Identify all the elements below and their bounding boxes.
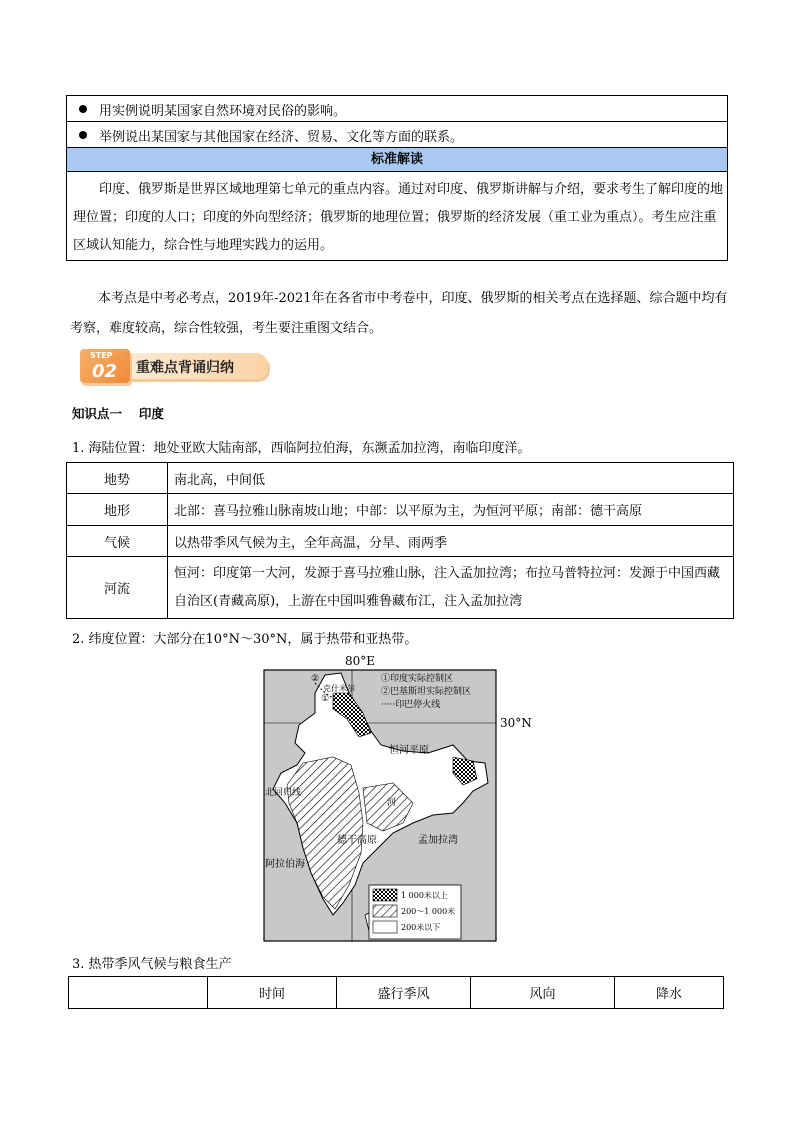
- table-value: 北部：喜马拉雅山脉南坡山地；中部：以平原为主，为恒河平原；南部：德干高原: [168, 494, 734, 526]
- step-badge: [80, 349, 130, 383]
- latitude-position: 2. 纬度位置：大部分在10°N～30°N，属于热带和亚热带。: [72, 632, 418, 647]
- legend-top-1: ①印度实际控制区: [381, 674, 454, 684]
- lon-label: 80°E: [345, 654, 376, 668]
- ganges-plain-label: 恒河平原: [389, 745, 429, 756]
- table-key: 地形: [67, 494, 168, 526]
- table-row: [67, 557, 734, 619]
- table-header-row: [69, 977, 724, 1009]
- standard-heading: 标准解读: [67, 148, 727, 172]
- requirements-box: [66, 95, 728, 261]
- table-row: [67, 494, 734, 526]
- table-value: 以热带季风气候为主，全年高温，分旱、雨两季: [168, 526, 734, 557]
- marker-1: ①: [321, 694, 330, 704]
- intro-paragraph: 本考点是中考必考点，2019年-2021年在各省市中考卷中，印度、俄罗斯的相关考点在选择题、综合题中均有考察，难度较高，综合性较强，考生要注重图文结合。: [70, 291, 728, 336]
- step-label: STEP: [90, 351, 113, 360]
- table-header-cell: [69, 977, 208, 1009]
- step-number: 02: [92, 361, 118, 382]
- bay-label: 孟加拉湾: [418, 835, 458, 846]
- river-label: 河: [387, 798, 397, 808]
- table-value: 南北高，中间低: [168, 463, 734, 494]
- bullet-icon: [79, 105, 87, 113]
- lat-label: 30°N: [500, 716, 532, 730]
- table-header-cell: 风向: [471, 977, 615, 1009]
- legend-bottom-3: 200米以下: [401, 923, 441, 932]
- table-key: 河流: [67, 557, 168, 619]
- bullet-icon: [79, 131, 87, 139]
- deccan-label: 德干高原: [337, 835, 377, 846]
- table-key: 地势: [67, 463, 168, 494]
- table-value: 恒河：印度第一大河，发源于喜马拉雅山脉，注入孟加拉湾；布拉马普特拉河：发源于中国西藏自治区(青藏高原)，上游在中国叫雅鲁藏布江，注入孟加拉湾: [168, 557, 734, 619]
- tropic-label: 北回归线: [265, 788, 302, 798]
- step-title-banner: [128, 353, 268, 379]
- table-row: [67, 526, 734, 557]
- table-row: [67, 463, 734, 494]
- india-map: [263, 653, 543, 943]
- legend-swatch-mid: [373, 905, 397, 917]
- sea-land-position: 1. 海陆位置：地处亚欧大陆南部，西临阿拉伯海，东濒孟加拉湾，南临印度洋。: [72, 441, 531, 456]
- kashmir-label: 克什米尔: [323, 684, 355, 693]
- requirement-row: [67, 96, 727, 122]
- legend-bottom-2: 200～1 000米: [401, 907, 456, 916]
- legend-bottom-1: 1 000米以上: [401, 891, 448, 900]
- legend-top-2: ②巴基斯坦实际控制区: [381, 687, 472, 697]
- legend-swatch-low: [373, 921, 397, 933]
- sea-label: 阿拉伯海: [265, 859, 305, 870]
- table-header-cell: 时间: [208, 977, 337, 1009]
- table-header-cell: 盛行季风: [337, 977, 471, 1009]
- requirement-text: 举例说出某国家与其他国家在经济、贸易、文化等方面的联系。: [99, 130, 464, 145]
- legend-swatch-high: [373, 889, 397, 901]
- legend-top-3: ·····印巴停火线: [381, 700, 441, 710]
- india-geography-table: [66, 462, 734, 619]
- marker-2: ②: [311, 674, 320, 684]
- step-title: 重难点背诵归纳: [136, 360, 234, 376]
- monsoon-table: [68, 976, 724, 1009]
- knowledge-point-title: 知识点一 印度: [72, 406, 164, 421]
- monsoon-heading: 3. 热带季风气候与粮食生产: [72, 957, 232, 972]
- requirement-row: [67, 122, 727, 148]
- table-key: 气候: [67, 526, 168, 557]
- standard-text: 印度、俄罗斯是世界区域地理第七单元的重点内容。通过对印度、俄罗斯讲解与介绍，要求考生了解印度的地理位置；印度的人口；印度的外向型经济；俄罗斯的地理位置；俄罗斯的经济发展（重工业为重点）。考生应注重区域认知能力，综合性与地理实践力的运用。: [73, 182, 724, 253]
- requirement-text: 用实例说明某国家自然环境对民俗的影响。: [99, 104, 347, 119]
- table-header-cell: 降水: [615, 977, 724, 1009]
